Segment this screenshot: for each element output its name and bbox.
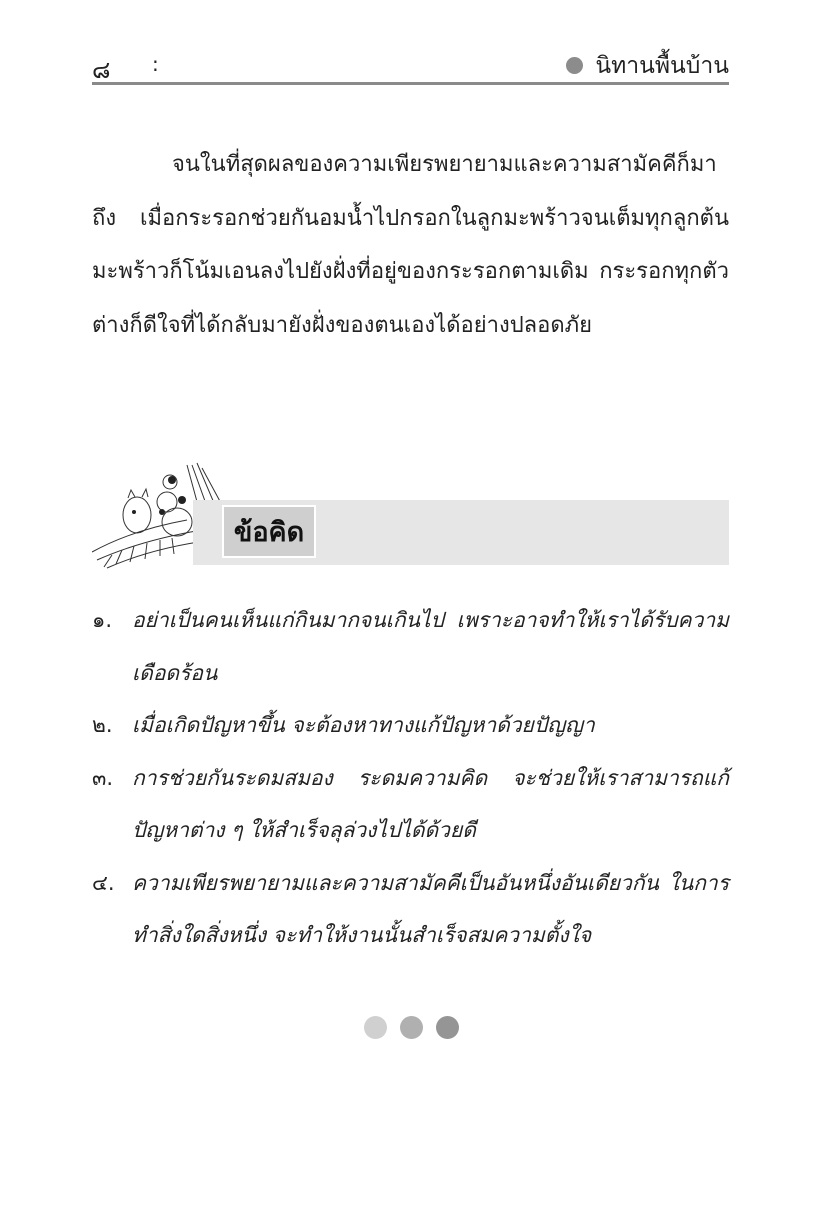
item-text: การช่วยกันระดมสมอง ระดมความคิด จะช่วยให้เราสามารถแก้ปัญหาต่าง ๆ ให้สำเร็จลุล่วงไปได้ด้วยดี xyxy=(132,765,729,842)
dot-icon xyxy=(400,1016,423,1039)
bullet-icon xyxy=(566,57,583,74)
item-number: ๒. xyxy=(92,713,113,737)
item-number: ๔. xyxy=(92,870,115,895)
section-heading: ข้อคิด xyxy=(222,505,316,558)
item-text: ความเพียรพยายามและความสามัคคีเป็นอันหนึ่งอันเดียวกัน ในการทำสิ่งใดสิ่งหนึ่ง จะทำให้งานนั้นสำเร็จสมความตั้งใจ xyxy=(132,870,729,947)
list-item xyxy=(92,699,729,752)
book-title: นิทานพื้นบ้าน xyxy=(595,53,729,79)
list-item xyxy=(92,594,729,699)
item-text: อย่าเป็นคนเห็นแก่กินมากจนเกินไป เพราะอาจทำให้เราได้รับความเดือดร้อน xyxy=(132,608,729,685)
item-number: ๑. xyxy=(92,608,113,632)
list-item xyxy=(92,857,729,962)
paragraph-text: จนในที่สุดผลของความเพียรพยายามและความสามัคคีก็มาถึง เมื่อกระรอกช่วยกันอมน้ำไปกรอกในลูกมะพร้าวจนเต็มทุกลูกต้นมะพร้าวก็โน้มเอนลงไปยังฝั่งที่อยู่ของกระรอกตามเดิม กระรอกทุกตัวต่างก็ดีใจที่ได้กลับมายังฝั่งของตนเองได้อย่างปลอดภัย xyxy=(92,152,729,338)
story-paragraph xyxy=(92,138,729,352)
list-item xyxy=(92,752,729,857)
page-header xyxy=(92,48,729,85)
item-number: ๓. xyxy=(92,765,114,790)
dot-icon xyxy=(436,1016,459,1039)
lessons-list xyxy=(92,594,729,962)
header-separator: : xyxy=(152,52,159,76)
dot-icon xyxy=(364,1016,387,1039)
page-number: ๘ xyxy=(92,56,111,84)
end-ornament xyxy=(364,1016,459,1039)
item-text: เมื่อเกิดปัญหาขึ้น จะต้องหาทางแก้ปัญหาด้วยปัญญา xyxy=(132,713,595,737)
